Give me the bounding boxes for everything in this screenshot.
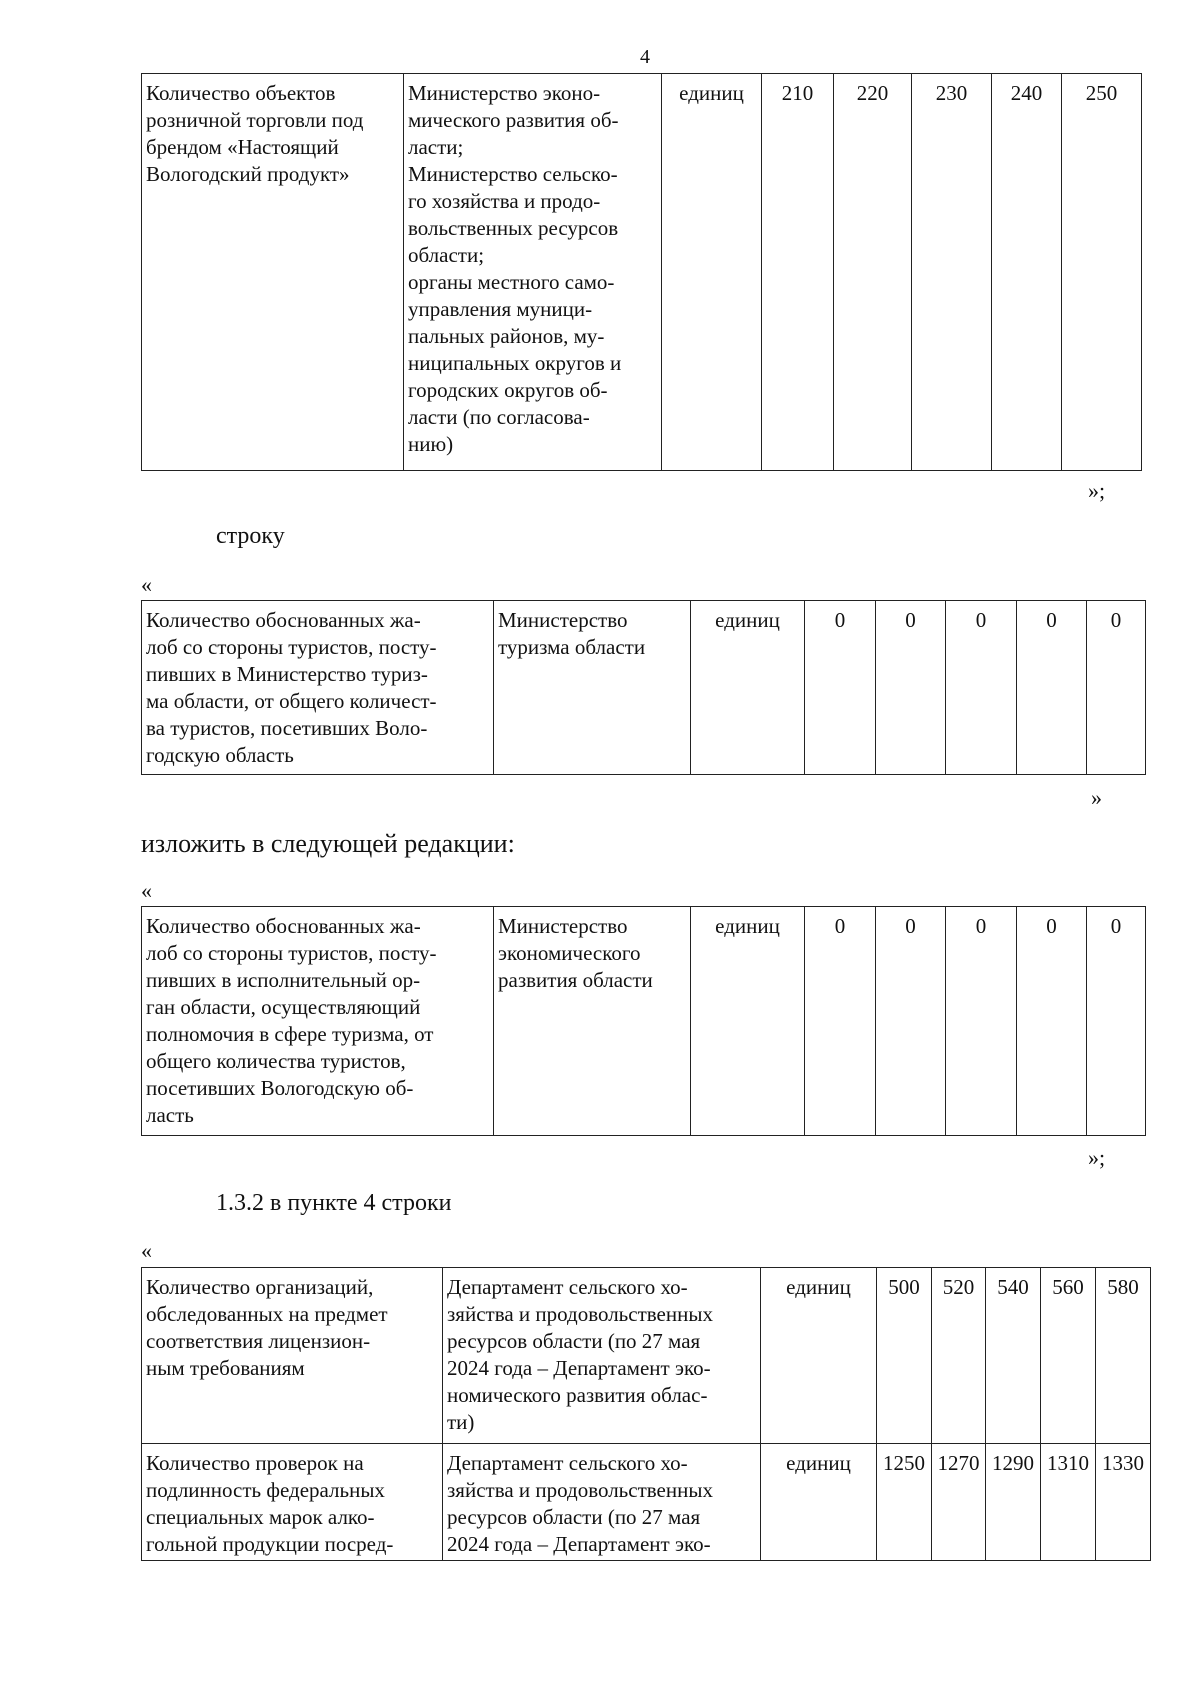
responsible-cell: Министерство туризма области <box>494 601 691 775</box>
table-row <box>142 1268 1151 1444</box>
table-row <box>142 601 1146 775</box>
indicator-cell: Количество обоснованных жа- лоб со стороны туристов, посту- пивших в исполнительный ор- ган области, осуществляющий полномочия в сфере туризма, от общего количества туристов, посетивших Вологодскую об- ласть <box>142 907 494 1136</box>
value-cell: 520 <box>932 1268 986 1444</box>
paragraph-text: изложить в следующей редакции: <box>141 829 515 858</box>
indicator-cell: Количество объектов розничной торговли под брендом «Настоящий Вологодский продукт» <box>142 74 404 471</box>
indicator-table-complaints-old <box>141 600 1146 775</box>
closing-quote: »; <box>1088 1145 1106 1170</box>
closing-quote: »; <box>1088 478 1106 503</box>
value-cell: 220 <box>834 74 912 471</box>
value-cell: 0 <box>876 907 946 1136</box>
page-number: 4 <box>640 46 650 68</box>
table-row <box>142 907 1146 1136</box>
responsible-cell: Министерство эконо- мического развития об- ласти; Министерство сельско- го хозяйства и продо- вольственных ресурсов области; органы местного само- управления муници- пальных районов, му- ниципальных округов и городских округов об- ласти (по согласова- нию) <box>404 74 662 471</box>
value-cell: 0 <box>1087 601 1146 775</box>
opening-quote: « <box>141 1238 152 1263</box>
value-cell: 0 <box>946 601 1017 775</box>
value-cell: 1310 <box>1041 1444 1096 1561</box>
responsible-cell: Министерство экономического развития области <box>494 907 691 1136</box>
value-cell: 1250 <box>877 1444 932 1561</box>
value-cell: 1330 <box>1096 1444 1151 1561</box>
unit-cell: единиц <box>691 907 805 1136</box>
value-cell: 500 <box>877 1268 932 1444</box>
value-cell: 0 <box>805 907 876 1136</box>
value-cell: 0 <box>1017 907 1087 1136</box>
indicator-cell: Количество обоснованных жа- лоб со стороны туристов, посту- пивших в Министерство туриз- ма области, от общего количест- ва туристов, посетивших Воло- годскую область <box>142 601 494 775</box>
closing-quote: » <box>1091 785 1102 810</box>
value-cell: 0 <box>1017 601 1087 775</box>
value-cell: 0 <box>1087 907 1146 1136</box>
table-row <box>142 1444 1151 1561</box>
opening-quote: « <box>141 878 152 903</box>
indicator-cell: Количество проверок на подлинность федеральных специальных марок алко- гольной продукции посред- <box>142 1444 443 1561</box>
value-cell: 0 <box>805 601 876 775</box>
unit-cell: единиц <box>761 1444 877 1561</box>
indicator-table-licensing <box>141 1267 1151 1561</box>
unit-cell: единиц <box>691 601 805 775</box>
unit-cell: единиц <box>761 1268 877 1444</box>
value-cell: 210 <box>762 74 834 471</box>
value-cell: 0 <box>946 907 1017 1136</box>
value-cell: 230 <box>912 74 992 471</box>
responsible-cell: Департамент сельского хо- зяйства и продовольственных ресурсов области (по 27 мая 2024 года – Департамент эко- <box>443 1444 761 1561</box>
table-row <box>142 74 1142 471</box>
section-heading: 1.3.2 в пункте 4 строки <box>216 1190 452 1216</box>
indicator-table-retail <box>141 73 1142 471</box>
responsible-cell: Департамент сельского хо- зяйства и продовольственных ресурсов области (по 27 мая 2024 года – Департамент эко- номического развития облас- ти) <box>443 1268 761 1444</box>
indicator-table-complaints-new <box>141 906 1146 1136</box>
value-cell: 0 <box>876 601 946 775</box>
value-cell: 1290 <box>986 1444 1041 1561</box>
value-cell: 1270 <box>932 1444 986 1561</box>
indicator-cell: Количество организаций, обследованных на предмет соответствия лицензион- ным требованиям <box>142 1268 443 1444</box>
value-cell: 540 <box>986 1268 1041 1444</box>
unit-cell: единиц <box>662 74 762 471</box>
paragraph-text: строку <box>216 523 285 549</box>
opening-quote: « <box>141 572 152 597</box>
value-cell: 580 <box>1096 1268 1151 1444</box>
value-cell: 240 <box>992 74 1062 471</box>
value-cell: 250 <box>1062 74 1142 471</box>
value-cell: 560 <box>1041 1268 1096 1444</box>
